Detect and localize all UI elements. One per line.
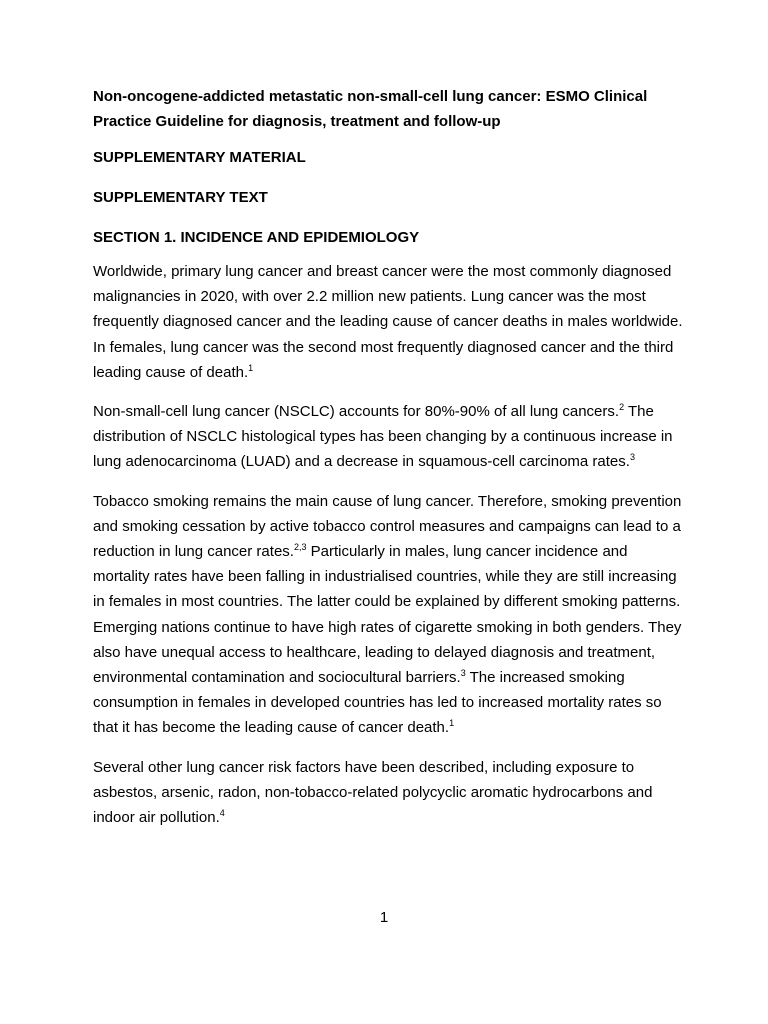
- paragraph-text: Worldwide, primary lung cancer and breast cancer were the most commonly diagnosed malignancies in 2020, with over 2.2 million new patients. Lung cancer was the most frequently diagnosed cancer and the leading cause of cancer deaths in males worldwide. In females, lung cancer was the second most frequently diagnosed cancer and the third leading cause of death.: [93, 263, 683, 381]
- paragraph-incidence: [93, 259, 683, 385]
- section-heading: SECTION 1. INCIDENCE AND EPIDEMIOLOGY: [93, 229, 420, 246]
- paragraph-risk-factors: [93, 755, 683, 831]
- reference-superscript: 4: [219, 808, 225, 819]
- page-number: 1: [379, 909, 389, 926]
- reference-superscript: 1: [449, 718, 455, 729]
- paragraph-text: Several other lung cancer risk factors have been described, including exposure to asbestos, arsenic, radon, non-tobacco-related polycyclic aromatic hydrocarbons and indoor air pollution.: [93, 758, 653, 827]
- paragraph-text: The distribution of NSCLC histological types has been changing by a continuous increase in lung adenocarcinoma (LUAD) and a decrease in squamous-cell carcinoma rates.: [93, 403, 673, 471]
- document-title: Non-oncogene-addicted metastatic non-small-cell lung cancer: ESMO Clinical Practice Guideline for diagnosis, treatment and follow-up: [93, 88, 648, 130]
- paragraph-text: Tobacco smoking remains the main cause of lung cancer. Therefore, smoking prevention and smoking cessation by active tobacco control measures and campaigns can lead to a reduction in lung cancer rates.: [93, 492, 682, 561]
- reference-superscript: 3: [629, 452, 635, 463]
- paragraph-text: The increased smoking consumption in females in developed countries has led to increased mortality rates so that it has become the leading cause of cancer death.: [93, 669, 662, 737]
- paragraph-text: Particularly in males, lung cancer incidence and mortality rates have been falling in industrialised countries, while they are still increasing in females in most countries. The latter could be explained by different smoking patterns. Emerging nations continue to have high rates of cigarette smoking in both genders. They also have unequal access to healthcare, leading to delayed diagnosis and treatment, environmental contamination and sociocultural barriers.: [93, 543, 682, 687]
- reference-superscript: 1: [248, 362, 254, 373]
- reference-superscript: 3: [460, 668, 466, 679]
- document-page: [93, 84, 683, 844]
- supplementary-text-heading: SUPPLEMENTARY TEXT: [93, 189, 268, 206]
- paragraph-nsclc: [93, 399, 683, 475]
- reference-superscript: 2: [619, 402, 625, 413]
- reference-superscript: 2,3: [293, 542, 307, 553]
- supplementary-material-heading: SUPPLEMENTARY MATERIAL: [93, 149, 306, 166]
- paragraph-smoking: [93, 489, 683, 741]
- paragraph-text: Non-small-cell lung cancer (NSCLC) accounts for 80%-90% of all lung cancers.: [93, 403, 620, 421]
